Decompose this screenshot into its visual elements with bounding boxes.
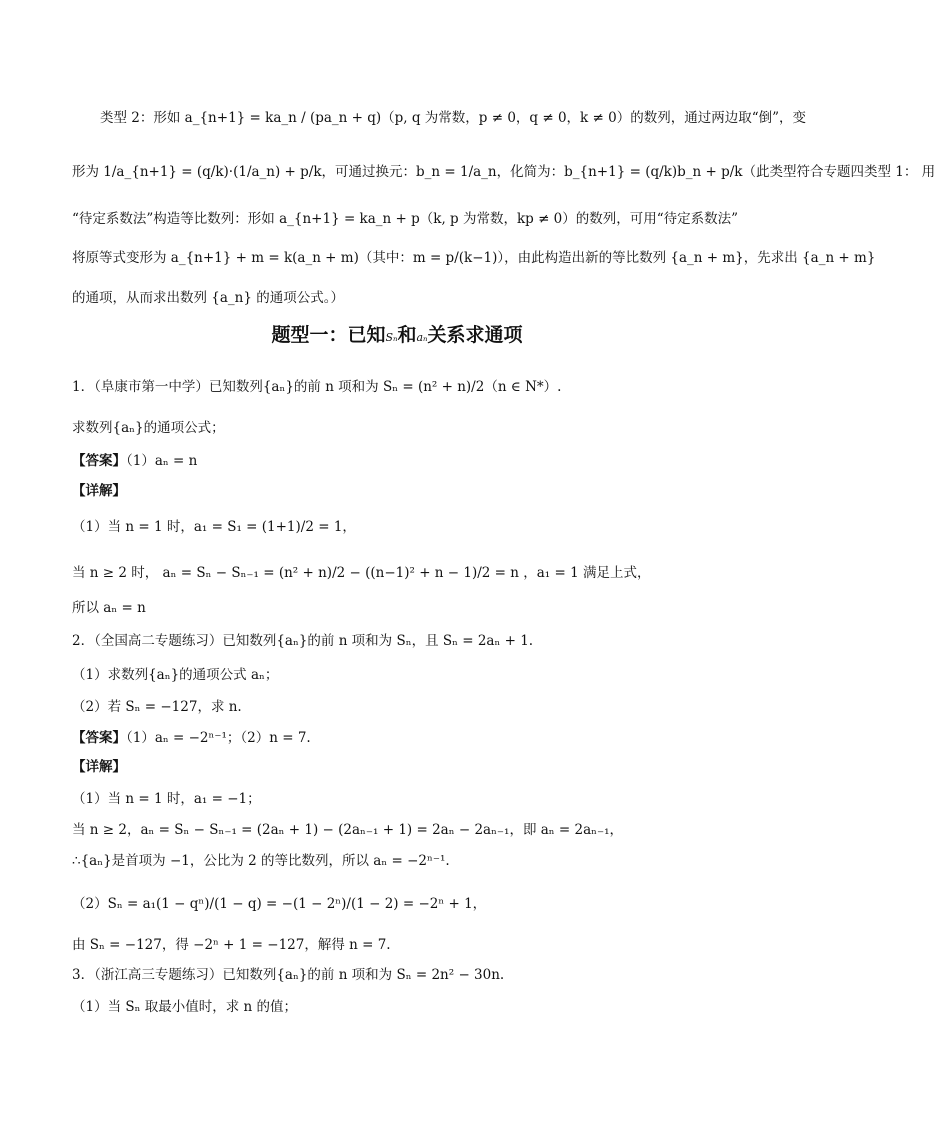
intro-line-3: “待定系数法”构造等比数列：形如 a_{n+1} = ka_n + p（k, p 为常数，kp ≠ 0）的数列，可用“待定系数法” bbox=[72, 211, 739, 227]
problem-1-answer bbox=[72, 451, 722, 471]
intro-line-2: 形为 1/a_{n+1} = (q/k)·(1/a_n) + p/k，可通过换元：b_n = 1/a_n，化简为：b_{n+1} = (q/k)b_n + p/k（此类型符合专题四类型 1： 用 bbox=[72, 164, 935, 180]
problem-2-answer bbox=[72, 728, 722, 748]
problem-2-detail-4: （2）Sₙ = a₁(1 − qⁿ)/(1 − q) = −(1 − 2ⁿ)/(1 − 2) = −2ⁿ + 1， bbox=[72, 896, 487, 912]
problem-1-question: 1．（阜康市第一中学）已知数列{aₙ}的前 n 项和为 Sₙ = (n² + n)/2（n ∈ N*）. bbox=[72, 379, 562, 395]
problem-1-detail-3: 所以 aₙ = n bbox=[72, 600, 146, 616]
problem-2-subquestion-1: （1）求数列{aₙ}的通项公式 aₙ； bbox=[72, 667, 279, 683]
answer-label: 【答案】 bbox=[72, 453, 126, 469]
problem-2-detail-2: 当 n ≥ 2，aₙ = Sₙ − Sₙ₋₁ = (2aₙ + 1) − (2aₙ₋₁ + 1) = 2aₙ − 2aₙ₋₁，即 aₙ = 2aₙ₋₁， bbox=[72, 822, 624, 838]
section-title bbox=[0, 322, 794, 351]
answer-text: （1）aₙ = n bbox=[126, 453, 198, 469]
problem-2-detail-label: 【详解】 bbox=[72, 759, 126, 775]
answer-label: 【答案】 bbox=[72, 730, 126, 746]
problem-1-detail-2: 当 n ≥ 2 时， aₙ = Sₙ − Sₙ₋₁ = (n² + n)/2 − ((n−1)² + n − 1)/2 = n ，a₁ = 1 满足上式， bbox=[72, 565, 651, 581]
problem-3-subquestion-1: （1）当 Sₙ 取最小值时，求 n 的值； bbox=[72, 999, 298, 1015]
section-title-symbol-s: Sₙ bbox=[385, 331, 398, 344]
section-title-part2: 和 bbox=[397, 324, 417, 346]
problem-3-question: 3．（浙江高三专题练习）已知数列{aₙ}的前 n 项和为 Sₙ = 2n² − 30n. bbox=[72, 967, 505, 983]
problem-2-question: 2．（全国高二专题练习）已知数列{aₙ}的前 n 项和为 Sₙ，且 Sₙ = 2aₙ + 1. bbox=[72, 633, 534, 649]
section-title-part1: 题型一：已知 bbox=[271, 324, 386, 346]
problem-1-subquestion: 求数列{aₙ}的通项公式； bbox=[72, 420, 225, 436]
section-title-symbol-a: aₙ bbox=[416, 331, 428, 344]
intro-line-5: 的通项，从而求出数列 {a_n} 的通项公式。） bbox=[72, 290, 345, 306]
problem-1-detail-1: （1）当 n = 1 时，a₁ = S₁ = (1+1)/2 = 1， bbox=[72, 519, 356, 535]
problem-2-detail-1: （1）当 n = 1 时，a₁ = −1； bbox=[72, 791, 261, 807]
problem-2-detail-3: ∴{aₙ}是首项为 −1，公比为 2 的等比数列，所以 aₙ = −2ⁿ⁻¹. bbox=[72, 853, 450, 869]
problem-2-subquestion-2: （2）若 Sₙ = −127，求 n. bbox=[72, 699, 242, 715]
section-title-part3: 关系求通项 bbox=[427, 324, 523, 346]
answer-text: （1）aₙ = −2ⁿ⁻¹；（2）n = 7. bbox=[126, 730, 311, 746]
intro-line-1: 类型 2：形如 a_{n+1} = ka_n / (pa_n + q)（p, q 为常数，p ≠ 0，q ≠ 0，k ≠ 0）的数列，通过两边取“倒”，变 bbox=[100, 110, 807, 126]
problem-2-detail-5: 由 Sₙ = −127，得 −2ⁿ + 1 = −127，解得 n = 7. bbox=[72, 937, 391, 953]
intro-line-4: 将原等式变形为 a_{n+1} + m = k(a_n + m)（其中：m = p/(k−1)），由此构造出新的等比数列 {a_n + m}，先求出 {a_n + m} bbox=[72, 250, 876, 266]
problem-1-detail-label: 【详解】 bbox=[72, 483, 126, 499]
